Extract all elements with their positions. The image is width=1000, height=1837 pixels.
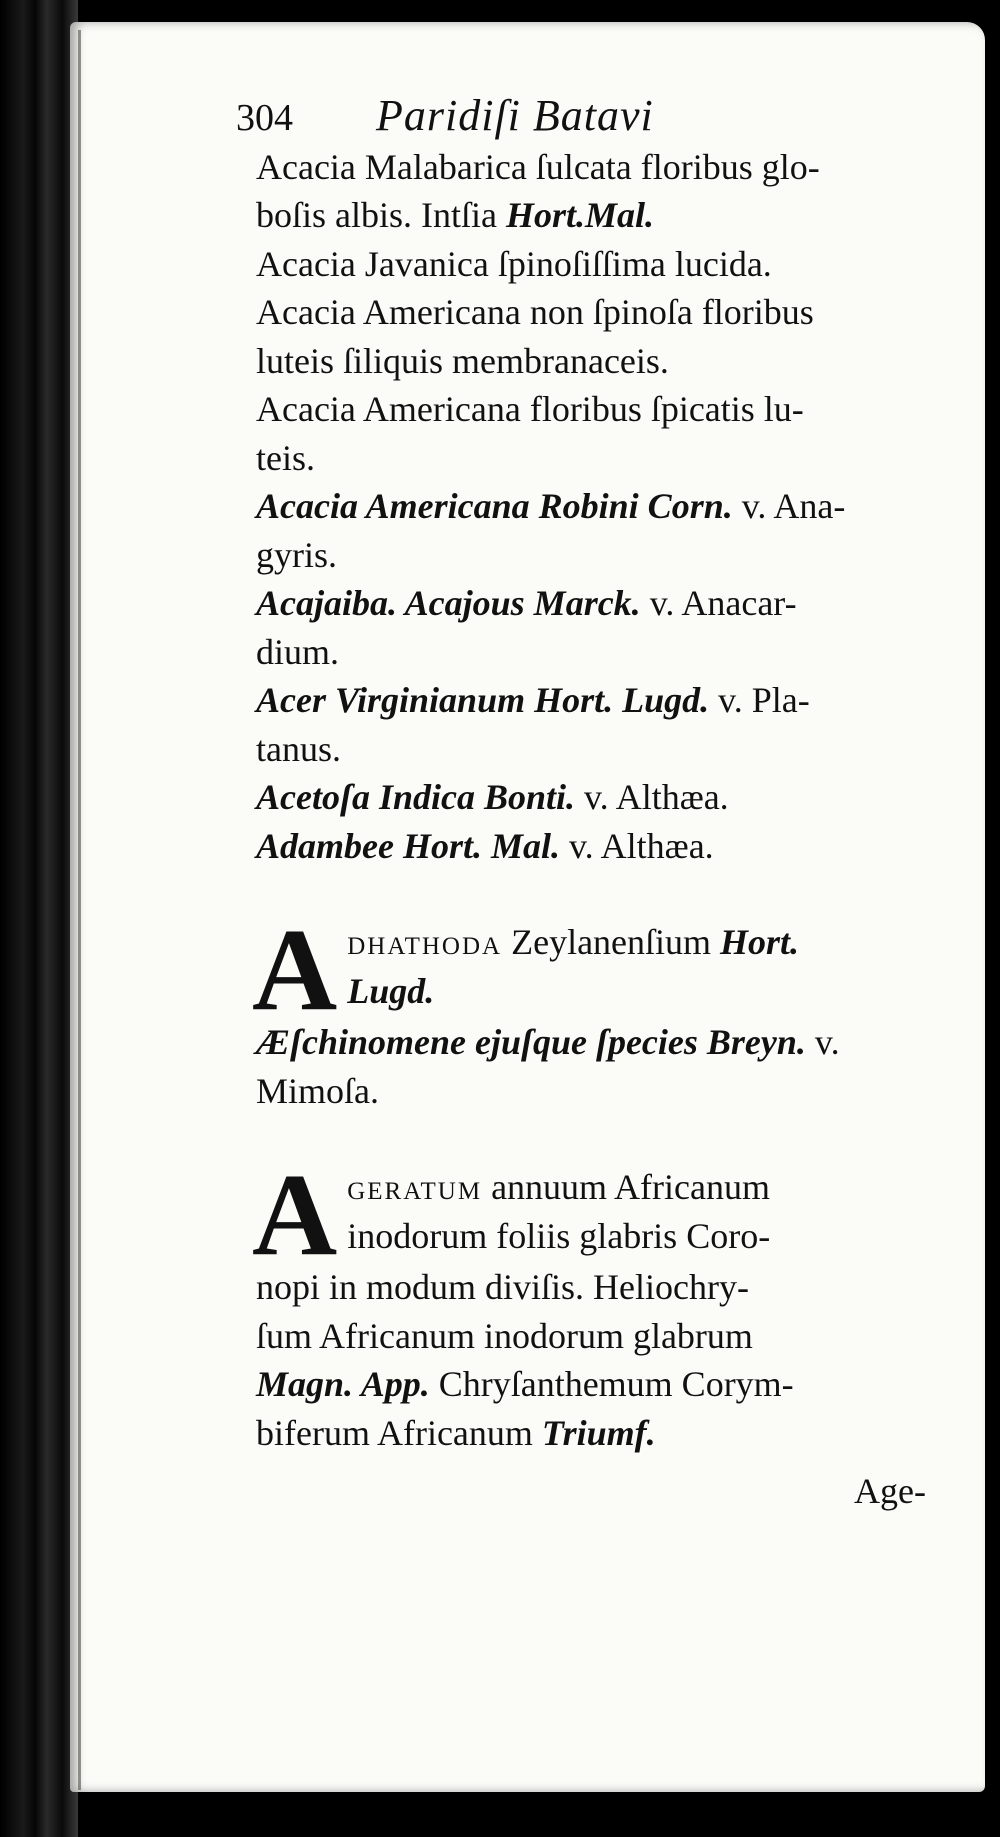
entry-citation: Hort.Mal.	[505, 195, 655, 235]
section-line	[256, 918, 936, 967]
entry	[256, 288, 936, 385]
entry-line: teis.	[256, 437, 315, 478]
entry-italic: Acer Virginianum Hort. Lugd.	[256, 680, 710, 720]
section-text: Zeylanenſium	[502, 922, 721, 962]
entry-text: v. Althæa.	[575, 777, 729, 817]
entry-italic: Acetoſa Indica Bonti.	[256, 777, 576, 817]
section-line	[256, 1163, 936, 1212]
entry	[256, 143, 936, 240]
entry	[256, 822, 936, 871]
section-citation-line: Lugd.	[347, 970, 435, 1011]
section-citation: Hort.	[720, 922, 800, 962]
entry	[256, 240, 936, 289]
entry-italic: Æſchinomene ejuſque ſpecies Breyn.	[256, 1022, 806, 1062]
entry-line: gyris.	[256, 534, 337, 575]
entry-line	[256, 773, 936, 822]
drop-cap: A	[252, 904, 338, 1035]
section-citation: Triumf.	[541, 1412, 656, 1453]
entry-line	[256, 482, 936, 531]
running-title: Paridiſi Batavi	[376, 91, 654, 140]
entry-line	[256, 1018, 936, 1067]
entry-line: Mimoſa.	[256, 1070, 379, 1111]
catchword: Age-	[854, 1471, 926, 1511]
section-smallcaps: geratum	[347, 1167, 483, 1207]
entry-line: luteis ſiliquis membranaceis.	[256, 340, 669, 381]
entry	[256, 676, 936, 773]
section-text: annuum Africanum	[482, 1167, 770, 1207]
entry-line: dium.	[256, 631, 340, 672]
entry-line: Acacia Americana non ſpinoſa floribus	[256, 292, 814, 332]
entry	[256, 773, 936, 822]
section-ageratum	[252, 1149, 936, 1457]
entry	[256, 482, 936, 579]
entry-text: v. Althæa.	[560, 825, 714, 866]
section-text: Chryſanthemum Corym-	[429, 1364, 794, 1404]
entry-line	[256, 191, 936, 240]
entry-italic: Acajaiba. Acajous Marck.	[256, 583, 641, 623]
entry-text: v. Anacar-	[640, 583, 797, 623]
book-spine	[0, 0, 78, 1837]
section-smallcaps: dhathoda	[347, 922, 503, 962]
entry-text: v. Pla-	[709, 680, 810, 720]
entry-italic: Adambee Hort. Mal.	[256, 825, 560, 866]
entry	[256, 1018, 936, 1115]
entry-text: v. Ana-	[732, 486, 846, 526]
section-line: inodorum foliis glabris Coro-	[347, 1215, 771, 1256]
entry	[256, 385, 936, 482]
section-line	[256, 1409, 936, 1458]
section-line: ſum Africanum inodorum glabrum	[256, 1315, 753, 1356]
entry-italic: Acacia Americana Robini Corn.	[256, 486, 733, 526]
drop-cap: A	[252, 1149, 338, 1280]
entry-line	[256, 579, 936, 628]
section-adhathoda	[252, 904, 936, 1115]
entry-line: tanus.	[256, 728, 341, 769]
section-line: nopi in modum diviſis. Heliochry-	[256, 1267, 749, 1307]
page-content	[236, 91, 936, 1516]
entry-line: Acacia Javanica ſpinoſiſſima lucida.	[256, 243, 772, 284]
section-text: biferum Africanum	[256, 1412, 542, 1453]
gutter-shadow	[78, 30, 81, 1790]
section-citation: Magn. App.	[256, 1364, 430, 1404]
entry-text: v.	[805, 1022, 840, 1062]
entry-line	[256, 822, 936, 871]
page-number: 304	[236, 97, 293, 139]
entry-line: Acacia Malabarica ſulcata floribus glo-	[256, 146, 820, 187]
entry-text: boſis albis. Intſia	[256, 195, 506, 235]
page-header	[236, 92, 936, 143]
section-line	[256, 1360, 936, 1409]
entry	[256, 579, 936, 676]
entry-line: Acacia Americana floribus ſpicatis lu-	[256, 389, 804, 429]
entry-line	[256, 676, 936, 725]
